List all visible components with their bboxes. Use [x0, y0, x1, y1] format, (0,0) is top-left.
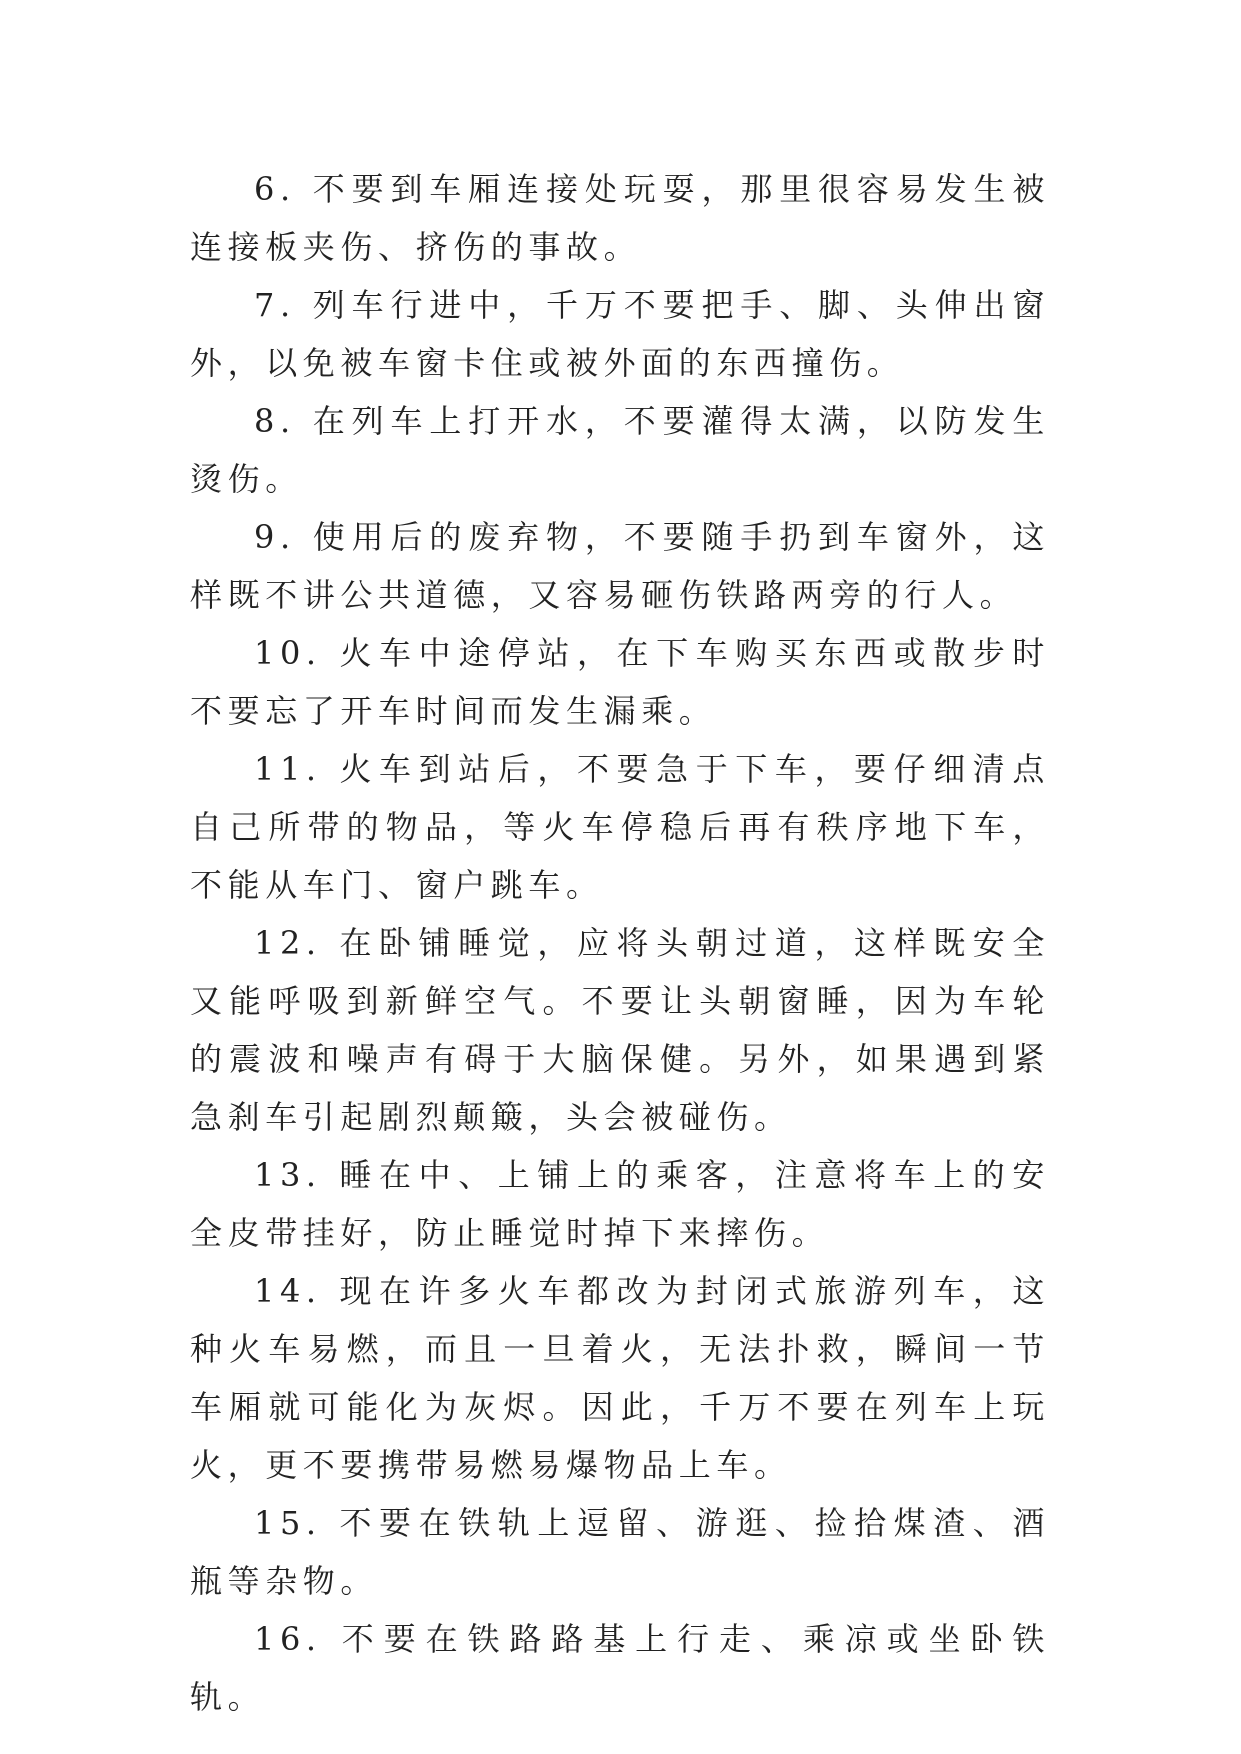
paragraph-item-12: 12. 在卧铺睡觉，应将头朝过道，这样既安全又能呼吸到新鲜空气。不要让头朝窗睡，因为车轮的震波和噪声有碍于大脑保健。另外，如果遇到紧急刹车引起剧烈颠簸，头会被碰伤。	[190, 924, 1050, 1136]
paragraph-item-11: 11. 火车到站后，不要急于下车，要仔细清点自己所带的物品，等火车停稳后再有秩序地下车，不能从车门、窗户跳车。	[190, 750, 1050, 904]
paragraph-item-16: 16. 不要在铁路路基上行走、乘凉或坐卧铁轨。	[190, 1620, 1050, 1716]
paragraph-item-8: 8. 在列车上打开水，不要灌得太满，以防发生烫伤。	[190, 402, 1050, 498]
paragraph-item-13: 13. 睡在中、上铺上的乘客，注意将车上的安全皮带挂好，防止睡觉时掉下来摔伤。	[190, 1156, 1050, 1252]
document-body	[190, 160, 1050, 1726]
paragraph-item-10: 10. 火车中途停站，在下车购买东西或散步时不要忘了开车时间而发生漏乘。	[190, 634, 1050, 730]
paragraph-item-6: 6. 不要到车厢连接处玩耍，那里很容易发生被连接板夹伤、挤伤的事故。	[190, 170, 1050, 266]
paragraph-item-9: 9. 使用后的废弃物，不要随手扔到车窗外，这样既不讲公共道德，又容易砸伤铁路两旁的行人。	[190, 518, 1050, 614]
paragraph-item-15: 15. 不要在铁轨上逗留、游逛、捡拾煤渣、酒瓶等杂物。	[190, 1504, 1050, 1600]
paragraph-item-14: 14. 现在许多火车都改为封闭式旅游列车，这种火车易燃，而且一旦着火，无法扑救，瞬间一节车厢就可能化为灰烬。因此，千万不要在列车上玩火，更不要携带易燃易爆物品上车。	[190, 1272, 1050, 1484]
paragraph-item-7: 7. 列车行进中，千万不要把手、脚、头伸出窗外，以免被车窗卡住或被外面的东西撞伤。	[190, 286, 1050, 382]
